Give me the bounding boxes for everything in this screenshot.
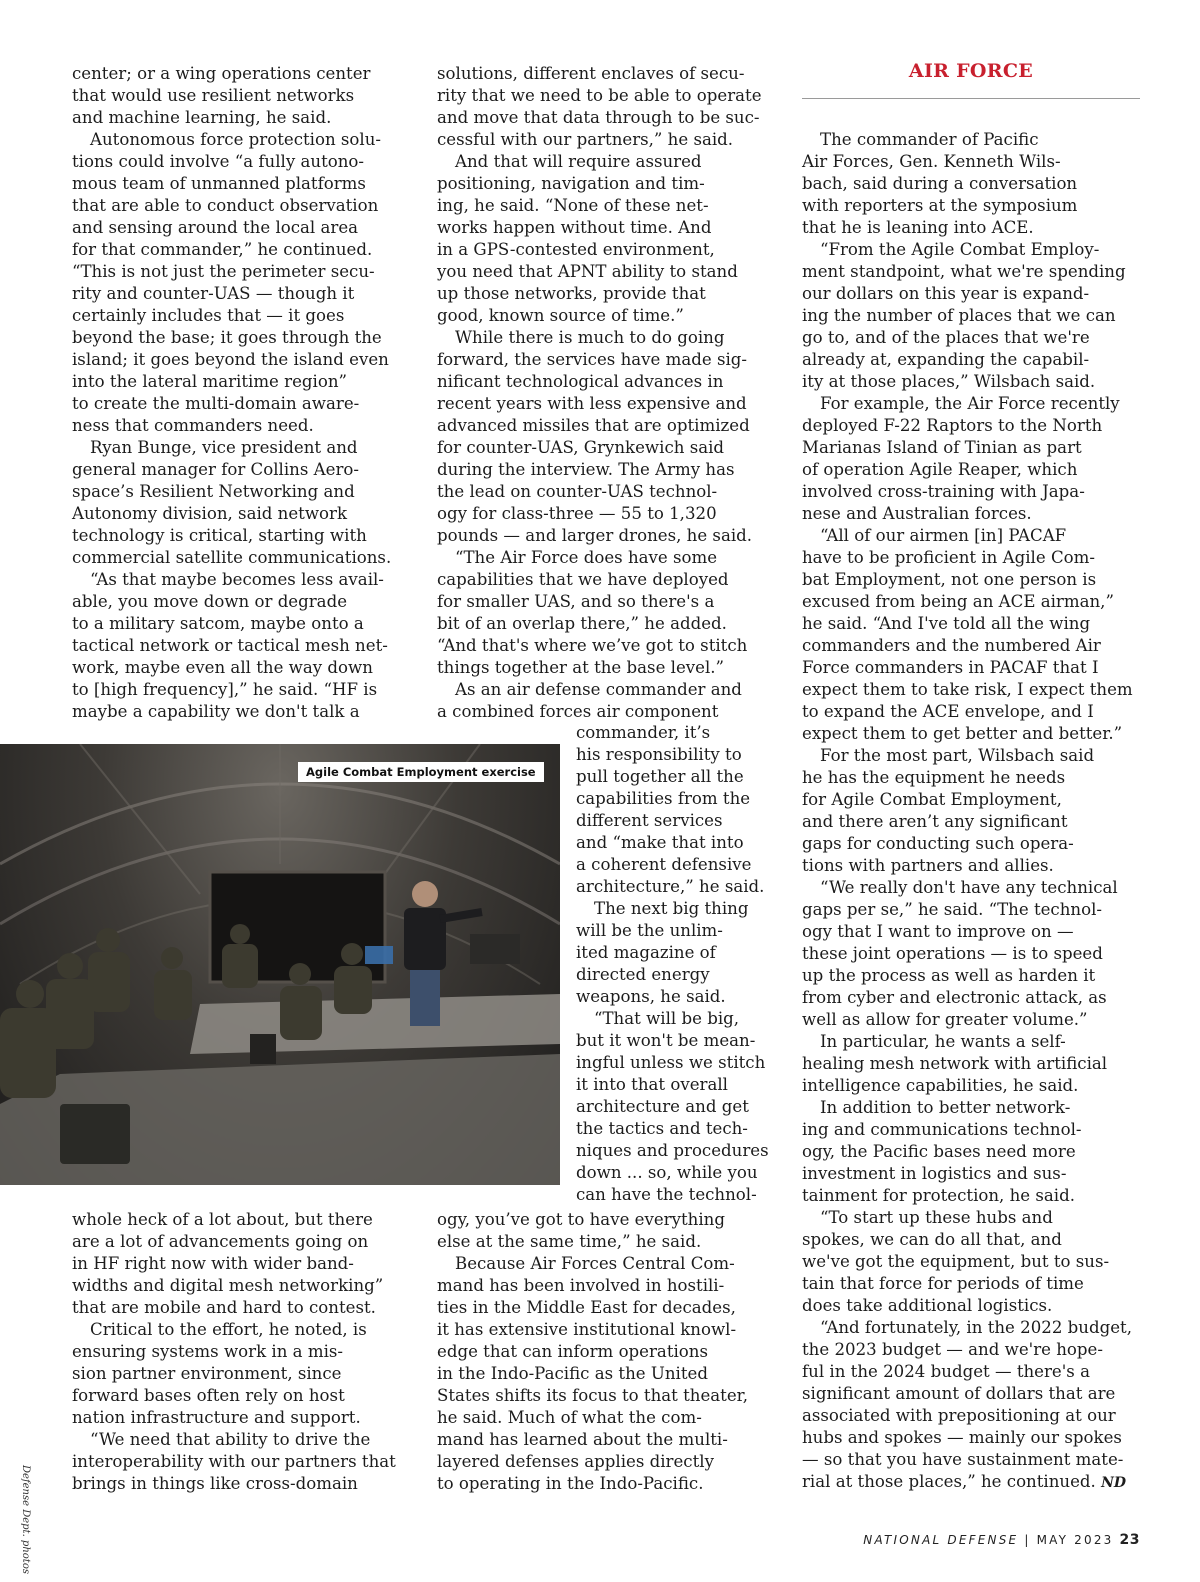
- text-line: brings in things like cross-domain: [72, 1474, 358, 1493]
- text-line: directed energy: [576, 965, 710, 984]
- text-line: sion partner environment, since: [72, 1364, 342, 1383]
- text-line: capabilities from the: [576, 789, 751, 808]
- footer-issue: MAY 2023: [1036, 1533, 1114, 1547]
- text-line: in the Indo-Pacific as the United: [437, 1364, 708, 1383]
- text-line: space’s Resilient Networking and: [72, 482, 355, 501]
- text-line: have to be proficient in Agile Com-: [802, 548, 1095, 567]
- text-line: And that will require assured: [455, 152, 702, 171]
- text-line: and “make that into: [576, 833, 744, 852]
- tent-interior-illustration: [0, 744, 560, 1185]
- text-line: ness that commanders need.: [72, 416, 314, 435]
- text-line: ful in the 2024 budget — there's a: [802, 1362, 1090, 1381]
- article-column-2-bottom: [437, 1209, 772, 1495]
- text-line: architecture,” he said.: [576, 877, 765, 896]
- text-line: gaps for conducting such opera-: [802, 834, 1074, 853]
- text-line: forward, the services have made sig-: [437, 350, 748, 369]
- text-line: the lead on counter-UAS technol-: [437, 482, 718, 501]
- text-line: for smaller UAS, and so there's a: [437, 592, 715, 611]
- text-line: architecture and get: [576, 1097, 749, 1116]
- text-line: interoperability with our partners that: [72, 1452, 396, 1471]
- text-line: tions with partners and allies.: [802, 856, 1054, 875]
- text-line: he has the equipment he needs: [802, 768, 1066, 787]
- text-line: Critical to the effort, he noted, is: [90, 1320, 367, 1339]
- text-line: a coherent defensive: [576, 855, 752, 874]
- article-photo: [0, 744, 560, 1185]
- text-line: expect them to take risk, I expect them: [802, 680, 1133, 699]
- text-line: ogy, you’ve got to have everything: [437, 1210, 725, 1229]
- text-line: you need that APNT ability to stand: [437, 262, 738, 281]
- article-column-2-wrap: [576, 722, 772, 1206]
- text-line: can have the technol-: [576, 1185, 757, 1204]
- text-line: ing, he said. “None of these net-: [437, 196, 709, 215]
- text-line: solutions, different enclaves of secu-: [437, 64, 745, 83]
- text-line: go to, and of the places that we're: [802, 328, 1090, 347]
- text-line: For the most part, Wilsbach said: [820, 746, 1095, 765]
- text-line: spokes, we can do all that, and: [802, 1230, 1062, 1249]
- text-line: good, known source of time.”: [437, 306, 684, 325]
- text-line: it into that overall: [576, 1075, 728, 1094]
- text-line: else at the same time,” he said.: [437, 1232, 702, 1251]
- text-line: “All of our airmen [in] PACAF: [820, 526, 1067, 545]
- text-line: things together at the base level.”: [437, 658, 725, 677]
- text-line: in HF right now with wider band-: [72, 1254, 354, 1273]
- text-line: pull together all the: [576, 767, 744, 786]
- text-line: mand has been involved in hostili-: [437, 1276, 725, 1295]
- text-line: Ryan Bunge, vice president and: [90, 438, 358, 457]
- photo-credit: Defense Dept. photos: [20, 1465, 31, 1574]
- text-line: a combined forces air component: [437, 702, 719, 721]
- text-line: already at, expanding the capabil-: [802, 350, 1090, 369]
- text-line: our dollars on this year is expand-: [802, 284, 1090, 303]
- text-line: that would use resilient networks: [72, 86, 355, 105]
- text-line: significant amount of dollars that are: [802, 1384, 1116, 1403]
- text-line: widths and digital mesh networking”: [72, 1276, 384, 1295]
- text-line: The next big thing: [594, 899, 749, 918]
- text-line: [802, 1471, 1142, 1494]
- text-line: that are mobile and hard to contest.: [72, 1298, 376, 1317]
- text-line: nificant technological advances in: [437, 372, 724, 391]
- text-line: States shifts its focus to that theater,: [437, 1386, 749, 1405]
- text-line: pounds — and larger drones, he said.: [437, 526, 753, 545]
- text-line: will be the unlim-: [576, 921, 723, 940]
- text-line: tions could involve “a fully autono-: [72, 152, 365, 171]
- section-label: AIR FORCE: [908, 60, 1034, 82]
- text-line: beyond the base; it goes through the: [72, 328, 382, 347]
- text-line: layered defenses applies directly: [437, 1452, 714, 1471]
- text-line: hubs and spokes — mainly our spokes: [802, 1428, 1122, 1447]
- text-line: bit of an overlap there,” he added.: [437, 614, 727, 633]
- text-line: that are able to conduct observation: [72, 196, 379, 215]
- text-line: of operation Agile Reaper, which: [802, 460, 1078, 479]
- text-line: “And fortunately, in the 2022 budget,: [820, 1318, 1132, 1337]
- text-line: for counter-UAS, Grynkewich said: [437, 438, 725, 457]
- text-line: “As that maybe becomes less avail-: [90, 570, 384, 589]
- text-line: For example, the Air Force recently: [820, 394, 1120, 413]
- text-line: and sensing around the local area: [72, 218, 359, 237]
- text-line: work, maybe even all the way down: [72, 658, 373, 677]
- text-line: “This is not just the perimeter secu-: [72, 262, 375, 281]
- text-line: the 2023 budget — and we're hope-: [802, 1340, 1103, 1359]
- page-number: 23: [1119, 1532, 1140, 1548]
- text-line: maybe a capability we don't talk a: [72, 702, 360, 721]
- text-line: cessful with our partners,” he said.: [437, 130, 734, 149]
- text-line: able, you move down or degrade: [72, 592, 348, 611]
- text-line: — so that you have sustainment mate-: [802, 1450, 1124, 1469]
- text-line: nese and Australian forces.: [802, 504, 1032, 523]
- text-line: Air Forces, Gen. Kenneth Wils-: [802, 152, 1061, 171]
- text-line: whole heck of a lot about, but there: [72, 1210, 373, 1229]
- text-line: commercial satellite communications.: [72, 548, 392, 567]
- text-line: down ... so, while you: [576, 1163, 758, 1182]
- text-line: “To start up these hubs and: [820, 1208, 1053, 1227]
- text-line: and there aren’t any significant: [802, 812, 1068, 831]
- photo-caption: Agile Combat Employment exercise: [298, 762, 544, 782]
- text-line: rity that we need to be able to operate: [437, 86, 762, 105]
- text-line: it has extensive institutional knowl-: [437, 1320, 737, 1339]
- text-line: Because Air Forces Central Com-: [455, 1254, 735, 1273]
- text-line: forward bases often rely on host: [72, 1386, 345, 1405]
- text-line: into the lateral maritime region”: [72, 372, 347, 391]
- text-line: healing mesh network with artificial: [802, 1054, 1108, 1073]
- text-line: positioning, navigation and tim-: [437, 174, 705, 193]
- text-line: he said. Much of what the com-: [437, 1408, 702, 1427]
- text-line: ing and communications technol-: [802, 1120, 1082, 1139]
- text-line: these joint operations — is to speed: [802, 944, 1103, 963]
- text-line: intelligence capabilities, he said.: [802, 1076, 1079, 1095]
- footer-publication: NATIONAL DEFENSE: [863, 1533, 1019, 1547]
- text-line: ment standpoint, what we're spending: [802, 262, 1126, 281]
- text-line: to create the multi-domain aware-: [72, 394, 360, 413]
- text-line: island; it goes beyond the island even: [72, 350, 389, 369]
- text-line: rity and counter-UAS — though it: [72, 284, 355, 303]
- text-line: general manager for Collins Aero-: [72, 460, 359, 479]
- text-line: advanced missiles that are optimized: [437, 416, 750, 435]
- text-line: does take additional logistics.: [802, 1296, 1053, 1315]
- text-line: tain that force for periods of time: [802, 1274, 1084, 1293]
- text-line: mous team of unmanned platforms: [72, 174, 366, 193]
- text-line: involved cross-training with Japa-: [802, 482, 1085, 501]
- text-line: “We really don't have any technical: [820, 878, 1118, 897]
- text-line: to expand the ACE envelope, and I: [802, 702, 1094, 721]
- text-line: that he is leaning into ACE.: [802, 218, 1034, 237]
- text-line: associated with prepositioning at our: [802, 1406, 1116, 1425]
- text-line: investment in logistics and sus-: [802, 1164, 1067, 1183]
- text-line: works happen without time. And: [437, 218, 712, 237]
- text-line: ogy that I want to improve on —: [802, 922, 1074, 941]
- page-footer: [863, 1532, 1140, 1548]
- text-line: ity at those places,” Wilsbach said.: [802, 372, 1096, 391]
- text-line: are a lot of advancements going on: [72, 1232, 369, 1251]
- text-line: and machine learning, he said.: [72, 108, 332, 127]
- text-line: different services: [576, 811, 723, 830]
- text-line: ogy, the Pacific bases need more: [802, 1142, 1076, 1161]
- text-line: his responsibility to: [576, 745, 742, 764]
- text-line: he said. “And I've told all the wing: [802, 614, 1091, 633]
- text-line: ties in the Middle East for decades,: [437, 1298, 736, 1317]
- footer-separator: |: [1024, 1533, 1031, 1547]
- text-line: Autonomy division, said network: [72, 504, 348, 523]
- text-line: “We need that ability to drive the: [90, 1430, 371, 1449]
- text-line: weapons, he said.: [576, 987, 726, 1006]
- text-line: up those networks, provide that: [437, 284, 706, 303]
- text-line: ited magazine of: [576, 943, 716, 962]
- text-line: “And that's where we’ve got to stitch: [437, 636, 748, 655]
- text-line: bach, said during a conversation: [802, 174, 1078, 193]
- text-line: tactical network or tactical mesh net-: [72, 636, 388, 655]
- text-line: expect them to get better and better.”: [802, 724, 1123, 743]
- text-line: but it won't be mean-: [576, 1031, 756, 1050]
- text-line: Force commanders in PACAF that I: [802, 658, 1099, 677]
- text-line: up the process as well as harden it: [802, 966, 1096, 985]
- text-line: to operating in the Indo-Pacific.: [437, 1474, 704, 1493]
- text-line: in a GPS-contested environment,: [437, 240, 715, 259]
- text-line: well as allow for greater volume.”: [802, 1010, 1088, 1029]
- text-line: center; or a wing operations center: [72, 64, 371, 83]
- text-line: tainment for protection, he said.: [802, 1186, 1076, 1205]
- text-line: bat Employment, not one person is: [802, 570, 1097, 589]
- text-line: we've got the equipment, but to sus-: [802, 1252, 1110, 1271]
- text-line: In particular, he wants a self-: [820, 1032, 1066, 1051]
- text-line: ensuring systems work in a mis-: [72, 1342, 344, 1361]
- article-column-3: [802, 129, 1142, 1494]
- text-line: deployed F-22 Raptors to the North: [802, 416, 1103, 435]
- text-line: to [high frequency],” he said. “HF is: [72, 680, 378, 699]
- text-line: during the interview. The Army has: [437, 460, 735, 479]
- text-line: ogy for class-three — 55 to 1,320: [437, 504, 717, 523]
- text-line: excused from being an ACE airman,”: [802, 592, 1114, 611]
- text-line: “That will be big,: [594, 1009, 740, 1028]
- text-line: ingful unless we stitch: [576, 1053, 766, 1072]
- text-line: Marianas Island of Tinian as part: [802, 438, 1082, 457]
- text-line: certainly includes that — it goes: [72, 306, 345, 325]
- text-line: niques and procedures: [576, 1141, 769, 1160]
- text-line: nation infrastructure and support.: [72, 1408, 361, 1427]
- text-line: “The Air Force does have some: [455, 548, 718, 567]
- text-line: Autonomous force protection solu-: [90, 130, 382, 149]
- text-line: capabilities that we have deployed: [437, 570, 729, 589]
- section-divider: [802, 98, 1140, 99]
- article-column-1-bottom: [72, 1209, 407, 1495]
- text-line: As an air defense commander and: [455, 680, 742, 699]
- text-line: In addition to better network-: [820, 1098, 1071, 1117]
- text-line: edge that can inform operations: [437, 1342, 708, 1361]
- text-line: ing the number of places that we can: [802, 306, 1116, 325]
- text-line: commanders and the numbered Air: [802, 636, 1101, 655]
- article-column-2-top: [437, 63, 772, 723]
- text-line: for that commander,” he continued.: [72, 240, 373, 259]
- text-line: to a military satcom, maybe onto a: [72, 614, 364, 633]
- text-line: The commander of Pacific: [820, 130, 1039, 149]
- end-mark: ND: [1101, 1475, 1127, 1491]
- text-line: While there is much to do going: [455, 328, 725, 347]
- text-line-content: rial at those places,” he continued.: [802, 1472, 1096, 1491]
- text-line: mand has learned about the multi-: [437, 1430, 728, 1449]
- text-line: with reporters at the symposium: [802, 196, 1078, 215]
- text-line: for Agile Combat Employment,: [802, 790, 1062, 809]
- text-line: “From the Agile Combat Employ-: [820, 240, 1100, 259]
- text-line: recent years with less expensive and: [437, 394, 747, 413]
- text-line: the tactics and tech-: [576, 1119, 748, 1138]
- text-line: commander, it’s: [576, 723, 711, 742]
- text-line: and move that data through to be suc-: [437, 108, 760, 127]
- text-line: technology is critical, starting with: [72, 526, 367, 545]
- text-line: gaps per se,” he said. “The technol-: [802, 900, 1103, 919]
- article-column-1-top: [72, 63, 407, 723]
- text-line: from cyber and electronic attack, as: [802, 988, 1107, 1007]
